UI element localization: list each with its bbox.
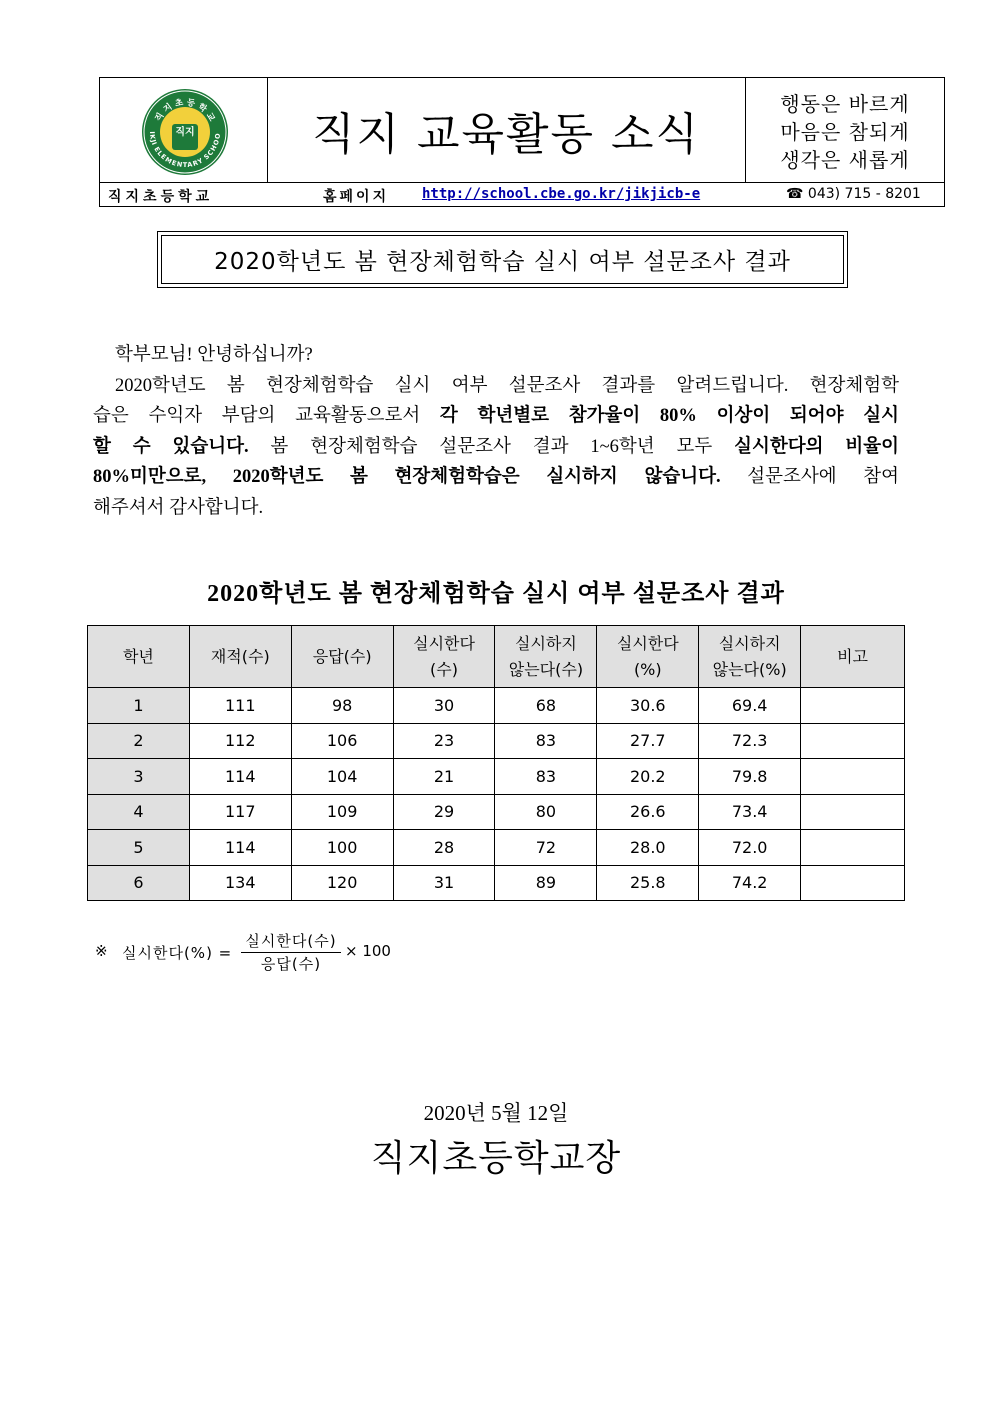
- table-title: 2020학년도 봄 현장체험학습 실시 여부 설문조사 결과: [207, 581, 785, 607]
- signer-title: 직지초등학교장: [370, 1138, 622, 1178]
- cell-grade: 6: [88, 865, 190, 901]
- school-name: 직지초등학교: [108, 189, 214, 205]
- cell-enrolled: 111: [189, 688, 291, 724]
- cell-no: 80: [495, 794, 597, 830]
- body-line-3-emphasis-2: 실시한다의 비율이: [734, 436, 899, 457]
- cell-grade: 5: [88, 830, 190, 866]
- cell-yes-pct: 25.8: [597, 865, 699, 901]
- homepage-label: 홈페이지: [323, 189, 390, 205]
- body-line-3-text: 봄 현장체험학습 설문조사 결과 1~6학년 모두: [248, 436, 735, 457]
- cell-yes-pct: 27.7: [597, 723, 699, 759]
- cell-responded: 104: [291, 759, 393, 795]
- formula-fraction: [241, 930, 341, 974]
- logo-cell: [100, 78, 268, 182]
- cell-enrolled: 117: [189, 794, 291, 830]
- survey-results-table: [87, 625, 905, 901]
- formula-lhs: 실시한다(%) =: [122, 944, 233, 962]
- cell-no: 72: [495, 830, 597, 866]
- cell-grade: 4: [88, 794, 190, 830]
- body-line-3-emphasis: 할 수 있습니다.: [93, 436, 249, 457]
- table-row: [88, 723, 905, 759]
- greeting: 학부모님! 안녕하십니까?: [115, 345, 313, 365]
- cell-no: 68: [495, 688, 597, 724]
- table-row: [88, 865, 905, 901]
- issue-date: 2020년 5월 12일: [423, 1101, 569, 1125]
- header-grade: 학년: [88, 626, 190, 688]
- cell-yes: 23: [393, 723, 495, 759]
- cell-enrolled: 114: [189, 830, 291, 866]
- motto-line-2: 마음은 참되게: [780, 120, 910, 144]
- newsletter-title-cell: [267, 78, 746, 182]
- cell-enrolled: 114: [189, 759, 291, 795]
- cell-no: 89: [495, 865, 597, 901]
- cell-yes-pct: 20.2: [597, 759, 699, 795]
- cell-grade: 1: [88, 688, 190, 724]
- letter-body: [93, 340, 899, 523]
- cell-enrolled: 112: [189, 723, 291, 759]
- table-header-row: [88, 626, 905, 688]
- cell-yes: 21: [393, 759, 495, 795]
- formula-rhs: × 100: [345, 942, 391, 960]
- table-row: [88, 688, 905, 724]
- body-line-3: [93, 432, 899, 463]
- cell-no-pct: 73.4: [699, 794, 801, 830]
- phone-number: 043) 715 - 8201: [807, 186, 921, 202]
- header-info-row: [100, 183, 944, 206]
- notice-title: 2020학년도 봄 현장체험학습 실시 여부 설문조사 결과: [161, 235, 844, 284]
- formula-numerator: 실시한다(수): [241, 930, 341, 953]
- cell-enrolled: 134: [189, 865, 291, 901]
- cell-note: [801, 794, 905, 830]
- phone-icon: ☎: [786, 186, 804, 202]
- cell-yes: 29: [393, 794, 495, 830]
- table-row: [88, 830, 905, 866]
- cell-responded: 106: [291, 723, 393, 759]
- header-no-count: 실시하지 않는다(수): [495, 626, 597, 688]
- cell-responded: 109: [291, 794, 393, 830]
- cell-note: [801, 723, 905, 759]
- header-responded: 응답(수): [291, 626, 393, 688]
- body-line-2: [93, 401, 899, 432]
- cell-note: [801, 759, 905, 795]
- cell-yes-pct: 28.0: [597, 830, 699, 866]
- header-enrolled: 재적(수): [189, 626, 291, 688]
- table-row: [88, 759, 905, 795]
- phone-info: [786, 186, 921, 202]
- header-no-percent: 실시하지 않는다(%): [699, 626, 801, 688]
- cell-responded: 98: [291, 688, 393, 724]
- cell-no-pct: 72.3: [699, 723, 801, 759]
- reference-mark: ※: [95, 942, 108, 960]
- body-line-4: [93, 462, 899, 493]
- formula-denominator: 응답(수): [260, 955, 322, 973]
- newsletter-title: 직지 교육활동 소식: [311, 109, 700, 160]
- cell-no-pct: 74.2: [699, 865, 801, 901]
- newsletter-header: [99, 77, 945, 207]
- cell-note: [801, 688, 905, 724]
- logo-center-text: 직지: [175, 127, 195, 138]
- cell-yes: 30: [393, 688, 495, 724]
- cell-responded: 100: [291, 830, 393, 866]
- logo-bottom-text: IKJI ELEMENTARY SCHOO: [147, 131, 223, 170]
- school-emblem-icon: [100, 78, 267, 182]
- notice-title-box: [157, 231, 848, 288]
- cell-grade: 2: [88, 723, 190, 759]
- motto-line-3: 생각은 새롭게: [780, 148, 910, 172]
- header-note: 비고: [801, 626, 905, 688]
- cell-no-pct: 69.4: [699, 688, 801, 724]
- cell-responded: 120: [291, 865, 393, 901]
- cell-yes-pct: 26.6: [597, 794, 699, 830]
- header-yes-count: 실시한다 (수): [393, 626, 495, 688]
- cell-note: [801, 865, 905, 901]
- body-line-4-emphasis: 80%미만으로, 2020학년도 봄 현장체험학습은 실시하지 않습니다.: [93, 467, 721, 487]
- homepage-link[interactable]: http://school.cbe.go.kr/jikjicb-e: [422, 186, 701, 202]
- body-line-4-text: 설문조사에 참여: [720, 467, 899, 487]
- table-row: [88, 794, 905, 830]
- motto-line-1: 행동은 바르게: [780, 92, 910, 116]
- cell-yes: 28: [393, 830, 495, 866]
- cell-grade: 3: [88, 759, 190, 795]
- logo-top-text: 직 지 초 등 학 교: [153, 97, 217, 124]
- header-top-row: [100, 78, 944, 183]
- body-line-2-text: 습은 수익자 부담의 교육활동으로서: [93, 406, 440, 426]
- body-line-5: 해주셔서 감사합니다.: [93, 497, 264, 518]
- cell-note: [801, 830, 905, 866]
- motto-cell: [746, 78, 944, 182]
- body-line-1: 2020학년도 봄 현장체험학습 실시 여부 설문조사 결과를 알려드립니다. 현장체험학: [115, 375, 899, 396]
- cell-yes-pct: 30.6: [597, 688, 699, 724]
- cell-no-pct: 72.0: [699, 830, 801, 866]
- cell-no: 83: [495, 759, 597, 795]
- cell-no-pct: 79.8: [699, 759, 801, 795]
- header-yes-percent: 실시한다 (%): [597, 626, 699, 688]
- cell-no: 83: [495, 723, 597, 759]
- body-line-2-emphasis: 각 학년별로 참가율이 80% 이상이 되어야 실시: [439, 406, 899, 426]
- cell-yes: 31: [393, 865, 495, 901]
